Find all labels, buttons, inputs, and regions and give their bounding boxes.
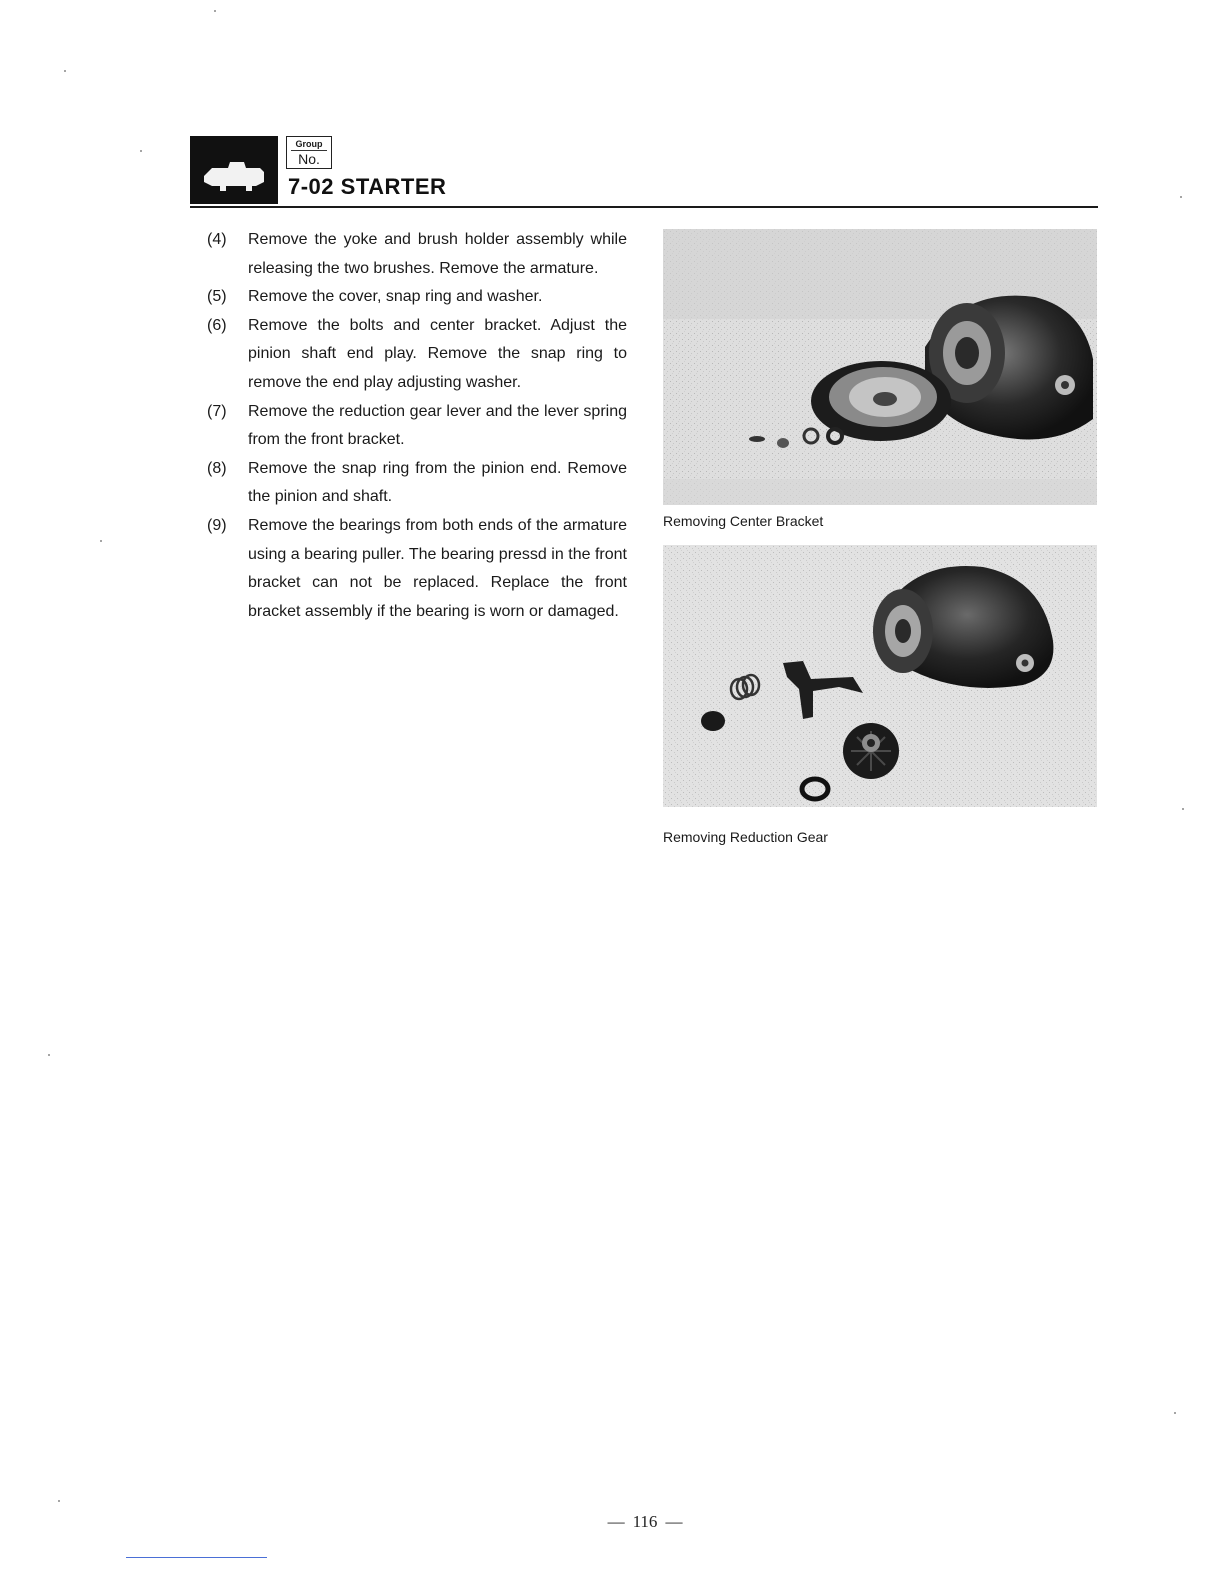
scan-speck xyxy=(1182,808,1184,810)
step-item xyxy=(207,455,627,512)
step-number: (9) xyxy=(207,516,227,534)
center-bracket-photo xyxy=(663,229,1097,505)
scan-speck xyxy=(100,540,102,542)
scan-speck xyxy=(58,1500,60,1502)
step-number: (6) xyxy=(207,316,227,334)
section-title: 7-02 STARTER xyxy=(288,174,447,199)
step-number: (8) xyxy=(207,459,227,477)
scan-speck xyxy=(64,70,66,72)
step-text: Remove the cover, snap ring and washer. xyxy=(248,288,543,306)
step-item xyxy=(207,512,627,626)
step-text: Remove the reduction gear lever and the lever spring from the front bracket. xyxy=(248,402,627,449)
scan-speck xyxy=(48,1054,50,1056)
group-no-label: No. xyxy=(291,150,327,167)
scan-speck xyxy=(214,10,216,12)
step-text: Remove the snap ring from the pinion end. Remove the pinion and shaft. xyxy=(248,459,627,506)
step-item xyxy=(207,226,627,283)
step-text: Remove the bolts and center bracket. Adjust the pinion shaft end play. Remove the snap ring to remove the end play adjusting washer. xyxy=(248,316,627,391)
scan-speck xyxy=(1174,1412,1176,1414)
procedure-steps xyxy=(207,226,627,626)
step-text: Remove the yoke and brush holder assembly while releasing the two brushes. Remove the armature. xyxy=(248,231,627,277)
step-number: (7) xyxy=(207,402,227,420)
page-number-value: 116 xyxy=(632,1512,658,1531)
figure-caption: Removing Reduction Gear xyxy=(663,829,828,845)
scan-speck xyxy=(1180,196,1182,198)
group-number-box xyxy=(286,136,332,169)
step-number: (4) xyxy=(207,231,227,248)
starter-motor-icon xyxy=(190,136,278,204)
step-item xyxy=(207,283,627,312)
scan-speck xyxy=(140,150,142,152)
reduction-gear-photo xyxy=(663,545,1097,807)
header-divider xyxy=(190,206,1098,208)
group-label: Group xyxy=(295,139,323,149)
step-item xyxy=(207,398,627,455)
figure-caption: Removing Center Bracket xyxy=(663,513,824,529)
footer-line xyxy=(126,1557,267,1558)
step-number: (5) xyxy=(207,288,227,306)
step-text: Remove the bearings from both ends of the armature using a bearing puller. The bearing pressd in the front bracket can not be replaced. Replace the front bracket assembly if the bearing is worn or damaged. xyxy=(248,516,627,620)
step-item xyxy=(207,312,627,398)
page-number: — 116 — xyxy=(607,1512,683,1531)
